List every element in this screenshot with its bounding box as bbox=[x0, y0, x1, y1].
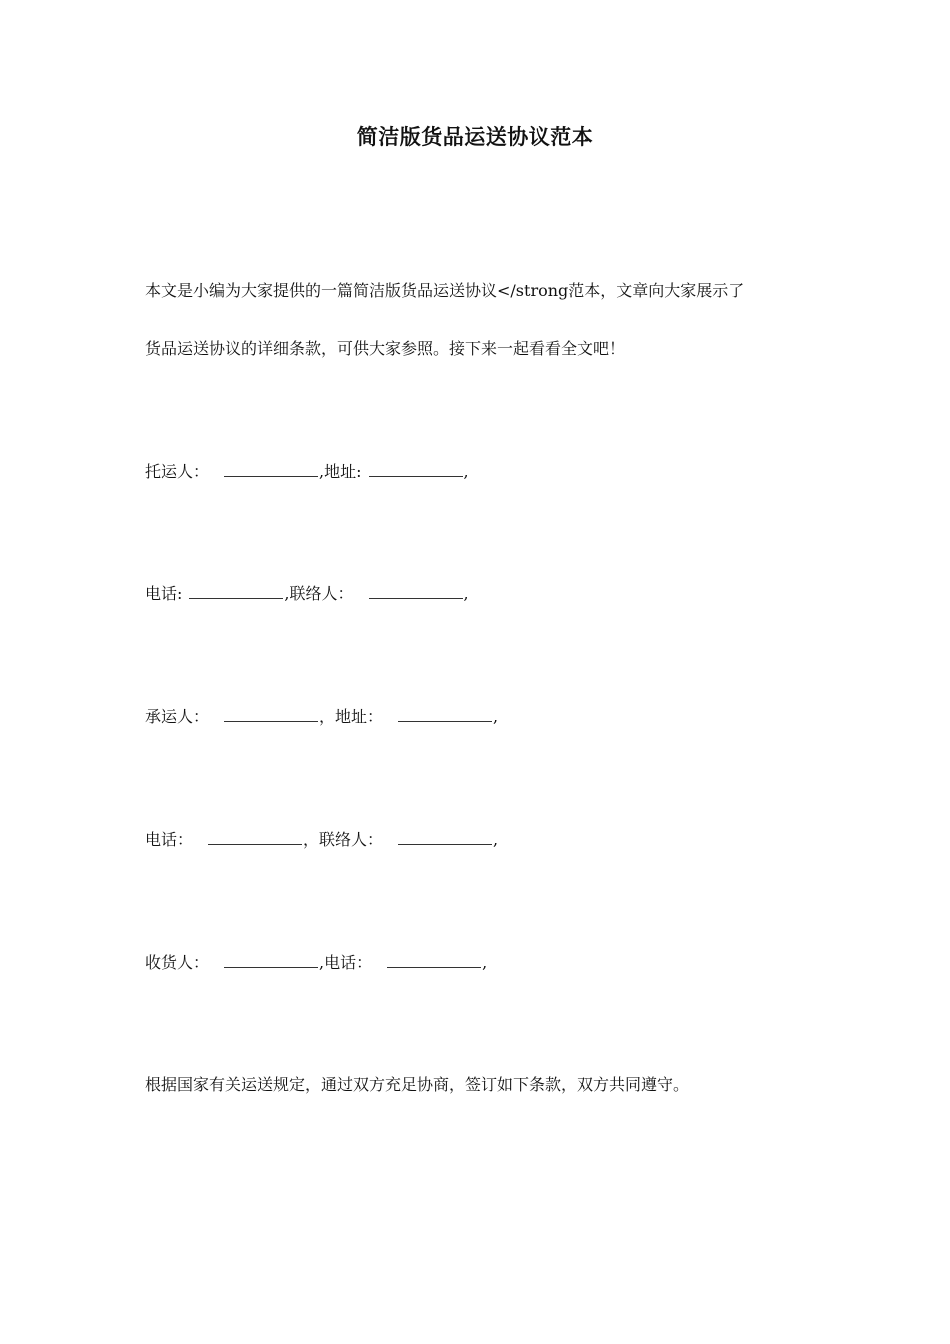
carrier-contact-blank bbox=[398, 831, 492, 845]
shipper-address-label: ,地址: bbox=[319, 462, 362, 481]
shipper-line-end: , bbox=[463, 462, 469, 481]
carrier-address-blank bbox=[398, 708, 492, 722]
consignee-label: 收货人： bbox=[145, 953, 210, 972]
shipper-phone-blank bbox=[189, 585, 283, 599]
consignee-line bbox=[145, 951, 487, 975]
consignee-name-blank bbox=[224, 954, 318, 968]
consignee-phone-label: ,电话： bbox=[319, 953, 373, 972]
intro-line-1: 本文是小编为大家提供的一篇简洁版货品运送协议</strong范本，文章向大家展示了 bbox=[145, 281, 745, 300]
shipper-phone-label: 电话: bbox=[145, 584, 183, 603]
shipper-contact-label: ,联络人： bbox=[284, 584, 354, 603]
carrier-line bbox=[145, 705, 498, 729]
intro-line-2: 货品运送协议的详细条款，可供大家参照。接下来一起看看全文吧！ bbox=[145, 339, 626, 358]
shipper-name-blank bbox=[224, 463, 318, 477]
shipper-contact-line bbox=[145, 582, 469, 606]
carrier-contact-label: ，联络人： bbox=[303, 830, 384, 849]
closing-paragraph: 根据国家有关运送规定，通过双方充足协商，签订如下条款，双方共同遵守。 bbox=[145, 1075, 690, 1094]
carrier-phone-blank bbox=[208, 831, 302, 845]
shipper-line bbox=[145, 460, 469, 484]
document-title: 简洁版货品运送协议范本 bbox=[356, 124, 594, 149]
shipper-contact-end: , bbox=[463, 584, 469, 603]
consignee-phone-blank bbox=[387, 954, 481, 968]
carrier-name-blank bbox=[224, 708, 318, 722]
carrier-address-label: ，地址： bbox=[319, 707, 384, 726]
shipper-contact-blank bbox=[369, 585, 463, 599]
carrier-phone-label: 电话： bbox=[145, 830, 194, 849]
consignee-line-end: , bbox=[482, 953, 488, 972]
shipper-label: 托运人： bbox=[145, 462, 210, 481]
shipper-address-blank bbox=[369, 463, 463, 477]
carrier-line-end: , bbox=[493, 707, 499, 726]
carrier-contact-line bbox=[145, 828, 498, 852]
carrier-contact-end: , bbox=[493, 830, 499, 849]
carrier-label: 承运人： bbox=[145, 707, 210, 726]
